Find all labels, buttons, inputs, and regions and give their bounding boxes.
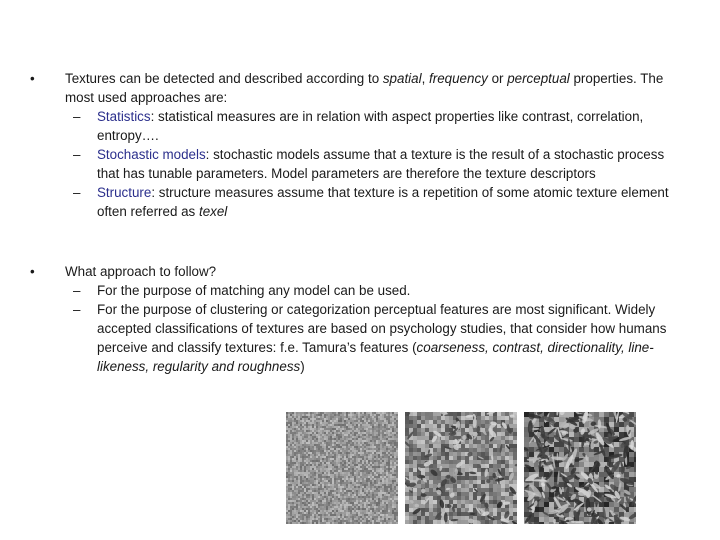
bullet-body	[65, 69, 680, 221]
bullet-body	[65, 262, 680, 376]
term-frequency: frequency	[429, 71, 488, 86]
structure-text: : structure measures assume that texture is a repetition of some atomic texture element often referred as	[97, 185, 669, 219]
intro-tail: properties. The most used approaches are:	[65, 71, 664, 105]
texture-image-coarse	[524, 412, 636, 524]
term-structure: Structure	[97, 185, 152, 200]
sub-item-clustering	[65, 300, 680, 376]
texture-image-fine	[286, 412, 398, 524]
sub-item-structure	[65, 183, 680, 221]
term-texel: texel	[198, 204, 228, 219]
dash: –	[73, 147, 81, 162]
term-statistics: Statistics	[97, 109, 151, 124]
fine-texture-graphic	[286, 412, 398, 524]
clustering-tail: )	[300, 359, 305, 374]
bullet-intro	[65, 69, 680, 107]
tamura-features: coarseness, contrast, directionality, line-likeness, regularity and roughness	[97, 340, 654, 374]
intro-text: Textures can be detected and described according to	[65, 71, 383, 86]
clustering-text: For the purpose of clustering or categorization perceptual features are most significant. Widely accepted classifications of textures are based on psychology studies, that consider how humans perceive and classify textures: f.e. Tamura’s features (	[97, 302, 667, 355]
statistics-text: : statistical measures are in relation with aspect properties like contrast, correlation, entropy….	[97, 109, 644, 143]
sub-item-matching	[65, 281, 680, 300]
coarse-texture-graphic	[524, 412, 636, 524]
intro-or: or	[487, 71, 508, 86]
texture-image-medium	[405, 412, 517, 524]
medium-texture-graphic	[405, 412, 517, 524]
bullet-intro: What approach to follow?	[65, 264, 217, 279]
dash: –	[73, 109, 81, 124]
sub-item-statistics	[65, 107, 680, 145]
term-perceptual: perceptual	[507, 71, 570, 86]
matching-text: For the purpose of matching any model can be used.	[97, 283, 411, 298]
dash: –	[73, 302, 81, 317]
bullet-mark: •	[30, 71, 35, 86]
stochastic-text: : stochastic models assume that a texture is the result of a stochastic process that has tunable parameters. Model parameters are therefore the texture descriptors	[97, 147, 665, 181]
bullet-mark: •	[30, 264, 35, 279]
term-spatial: spatial	[382, 71, 422, 86]
sub-item-stochastic	[65, 145, 680, 183]
dash: –	[73, 283, 81, 298]
dash: –	[73, 185, 81, 200]
term-stochastic-models: Stochastic models	[97, 147, 206, 162]
intro-sep: ,	[421, 71, 430, 86]
